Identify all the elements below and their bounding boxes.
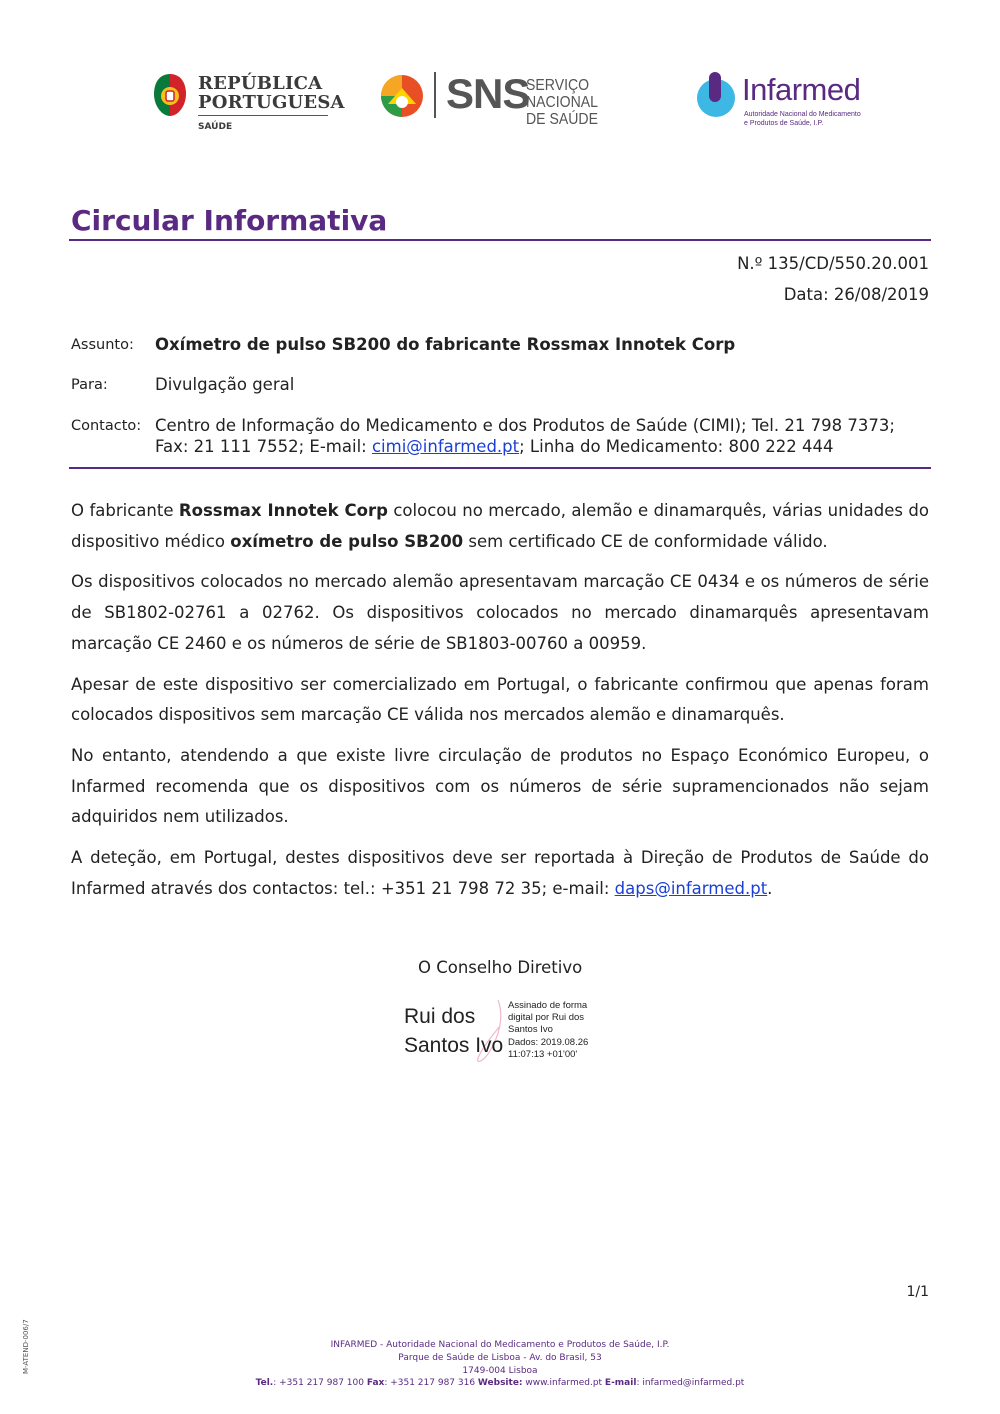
footer-tel-label: Tel. bbox=[255, 1378, 274, 1389]
footer-fax: : +351 217 987 316 bbox=[384, 1378, 478, 1389]
p1-e: sem certificado CE de conformidade válido. bbox=[463, 531, 828, 551]
paragraph-4: No entanto, atendendo a que existe livre circulação de produtos no Espaço Económico Europeu, o Infarmed recomenda que os dispositivos com os números de série supramencionados não sejam adquiridos nem utilizados. bbox=[71, 745, 929, 827]
sig-info-line: Assinado de forma bbox=[508, 1000, 588, 1011]
sig-info-line: Dados: 2019.08.26 bbox=[508, 1036, 589, 1048]
subject-value: Oxímetro de pulso SB200 do fabricante Rossmax Innotek Corp bbox=[155, 335, 736, 354]
cimi-email-link[interactable]: cimi@infarmed.pt bbox=[371, 437, 520, 456]
title-rule bbox=[69, 239, 931, 241]
footer-tel: : +351 217 987 100 bbox=[273, 1378, 367, 1389]
paragraph-1 bbox=[71, 496, 929, 557]
reference-date: Data: 26/08/2019 bbox=[783, 285, 929, 304]
contact-line2 bbox=[155, 436, 945, 457]
republica-sub: SAÚDE bbox=[198, 122, 233, 132]
sig-info-line: 11:07:13 +01'00' bbox=[508, 1048, 578, 1060]
reference-number: N.º 135/CD/550.20.001 bbox=[737, 254, 929, 273]
page-title: Circular Informativa bbox=[71, 204, 388, 237]
to-value: Divulgação geral bbox=[155, 375, 295, 394]
footer-line1: INFARMED - Autoridade Nacional do Medicamento e Produtos de Saúde, I.P. bbox=[330, 1340, 670, 1350]
portugal-emblem-icon bbox=[152, 72, 188, 118]
republica-line1: REPÚBLICA bbox=[198, 73, 323, 94]
infarmed-line1: Autoridade Nacional do Medicamento bbox=[744, 111, 861, 118]
infarmed-emblem-icon bbox=[694, 72, 738, 118]
signer-name-line2: Santos Ivo bbox=[404, 1034, 504, 1057]
p1-a: O fabricante bbox=[71, 501, 179, 520]
footer-web: www.infarmed.pt bbox=[522, 1378, 605, 1389]
sns-line2: DE SAÚDE bbox=[526, 111, 598, 128]
paragraph-2: Os dispositivos colocados no mercado alemão apresentavam marcação CE 0434 e os números de série de SB1802-02761 a 02762. Os dispositivos colocados no mercado dinamarquês apresentavam marcação CE 2460 e os números de série de SB1803-00760 a 00959. bbox=[71, 572, 929, 653]
sns-line1: SERVIÇO NACIONAL bbox=[526, 77, 598, 111]
signer-name-line1: Rui dos bbox=[404, 1005, 476, 1028]
footer-line2: Parque de Saúde de Lisboa - Av. do Brasil, 53 bbox=[398, 1352, 602, 1363]
footer bbox=[0, 1339, 1000, 1390]
infarmed-line2: e Produtos de Saúde, I.P. bbox=[744, 120, 824, 127]
council-label: O Conselho Diretivo bbox=[418, 958, 583, 977]
sns-divider bbox=[434, 72, 436, 118]
paragraph-3: Apesar de este dispositivo ser comercializado em Portugal, o fabricante confirmou que apenas foram colocados dispositivos sem marcação CE válida nos mercados alemão e dinamarquês. bbox=[71, 674, 929, 725]
signature-info bbox=[508, 1000, 608, 1061]
sns-emblem-icon bbox=[378, 74, 426, 118]
footer-line3: 1749-004 Lisboa bbox=[462, 1365, 538, 1376]
republica-line2: PORTUGUESA bbox=[198, 92, 345, 113]
contact-label: Contacto: bbox=[71, 418, 142, 434]
contact-value bbox=[155, 415, 945, 457]
footer-email: : infarmed@infarmed.pt bbox=[636, 1378, 745, 1389]
republica-divider bbox=[198, 115, 328, 116]
daps-email-link[interactable]: daps@infarmed.pt bbox=[614, 878, 768, 898]
p1-device: oxímetro de pulso SB200 bbox=[230, 531, 464, 551]
footer-web-label: Website: bbox=[477, 1378, 523, 1389]
p5-b: . bbox=[767, 878, 773, 898]
sns-wordmark: SNS bbox=[446, 70, 530, 117]
footer-fax-label: Fax bbox=[366, 1378, 385, 1389]
body-text bbox=[71, 496, 929, 914]
infarmed-wordmark: Infarmed bbox=[742, 72, 861, 107]
contact-fax: Fax: 21 111 7552; E-mail: bbox=[155, 437, 372, 456]
contact-tail: ; Linha do Medicamento: 800 222 444 bbox=[519, 437, 834, 456]
sns-logo bbox=[378, 70, 648, 128]
document-code: M-ATEND-006/7 bbox=[22, 1319, 30, 1374]
footer-email-label: E-mail bbox=[604, 1378, 637, 1389]
sig-info-line: digital por Rui dos bbox=[508, 1012, 585, 1024]
contact-line1: Centro de Informação do Medicamento e dos Produtos de Saúde (CIMI); Tel. 21 798 7373; bbox=[155, 416, 895, 435]
page-number: 1/1 bbox=[906, 1284, 929, 1300]
paragraph-5 bbox=[71, 843, 929, 904]
infarmed-logo bbox=[694, 72, 874, 132]
signer-name bbox=[404, 1002, 503, 1060]
republica-portuguesa-logo bbox=[152, 72, 345, 134]
meta-rule bbox=[69, 467, 931, 469]
p1-manufacturer: Rossmax Innotek Corp bbox=[178, 501, 388, 520]
subject-label: Assunto: bbox=[71, 337, 134, 353]
footer-contacts bbox=[0, 1377, 1000, 1390]
sig-info-line: Santos Ivo bbox=[508, 1024, 553, 1036]
p1-c: colocou no mercado, alemão e dinamarquês, várias unidades do dispositivo médico bbox=[71, 501, 929, 551]
p5-a: A deteção, em Portugal, destes dispositivos deve ser reportada à Direção de Produtos de Saúde do Infarmed através dos contactos: tel.: +351 21 798 72 35; e-mail: bbox=[71, 848, 929, 898]
to-label: Para: bbox=[71, 377, 108, 393]
